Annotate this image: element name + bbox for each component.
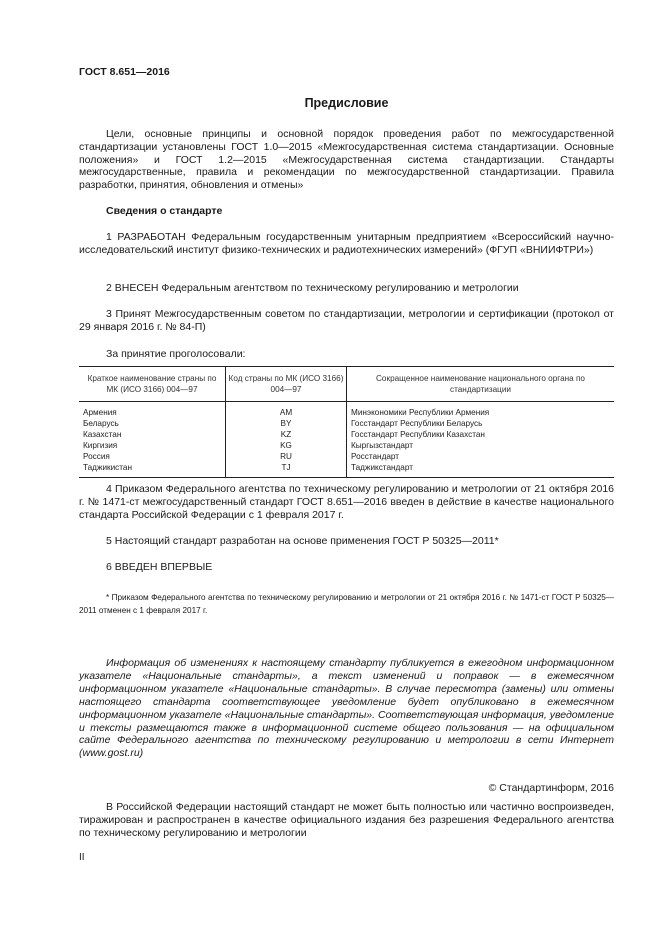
table-cell-code: KG bbox=[226, 440, 347, 451]
item-submitted: 2 ВНЕСЕН Федеральным агентством по техническому регулированию и метрологии bbox=[106, 282, 519, 294]
table-header-code: Код страны по МК (ИСО 3166) 004—97 bbox=[226, 367, 347, 402]
table-row bbox=[79, 462, 614, 478]
changes-info-notice: Информация об изменениях к настоящему стандарту публикуется в ежегодном информационном указателе «Национальные стандарты», а текст изменений и поправок — в ежемесячном информационном указателе «Национальные стандарты». В случае пересмотра (замены) или отмены настоящего стандарта соответствующее уведомление будет опубликовано в ежемесячном информационном указателе «Национальные стандарты». Соответствующая информация, уведомление и тексты размещаются также в информационной системе общего пользования — на официальном сайте Федерального агентства по техническому регулированию и метрологии в сети Интернет (www.gost.ru) bbox=[79, 657, 614, 760]
table-row bbox=[79, 429, 614, 440]
table-cell-country: Казахстан bbox=[83, 430, 122, 439]
table-row bbox=[79, 440, 614, 451]
footnote: * Приказом Федерального агентства по техническому регулированию и метрологии от 21 октября 2016 г. № 1471-ст ГОСТ Р 50325—2011 отменен с 1 февраля 2017 г. bbox=[79, 593, 614, 615]
table-header-country: Краткое наименование страны по МК (ИСО 3166) 004—97 bbox=[79, 367, 226, 402]
table-cell-country: Киргизия bbox=[83, 441, 118, 450]
table-cell-code: RU bbox=[226, 451, 347, 462]
item-basis: 5 Настоящий стандарт разработан на основе применения ГОСТ Р 50325—2011* bbox=[106, 535, 499, 547]
page-title: Предисловие bbox=[304, 96, 389, 110]
table-cell-body: Минэкономики Республики Армения bbox=[347, 402, 615, 419]
item-first-introduced: 6 ВВЕДЕН ВПЕРВЫЕ bbox=[106, 561, 213, 573]
item-enacted: 4 Приказом Федерального агентства по техническому регулированию и метрологии от 21 октября 2016 г. № 1471-ст межгосударственный стандарт ГОСТ 8.651—2016 введен в действие в качестве национального стандарта Российской Федерации с 1 февраля 2017 г. bbox=[79, 483, 614, 521]
item-developed: 1 РАЗРАБОТАН Федеральным государственным унитарным предприятием «Всероссийский научно-исследовательский институт физико-технических и радиотехнических измерений» (ФГУП «ВНИИФТРИ») bbox=[79, 231, 614, 256]
table-cell-code: AM bbox=[226, 402, 347, 419]
copyright-line: © Стандартинформ, 2016 bbox=[488, 782, 614, 794]
table-header-body: Сокращенное наименование национального органа по стандартизации bbox=[347, 367, 615, 402]
intro-paragraph: Цели, основные принципы и основной порядок проведения работ по межгосударственной стандартизации установлены ГОСТ 1.0—2015 «Межгосударственная система стандартизации. Основные положения» и ГОСТ 1.2—2015 «Межгосударственная система стандартизации. Стандарты межгосударственные, правила и рекомендации по межгосударственной стандартизации. Правила разработки, принятия, обновления и отмены» bbox=[79, 128, 614, 192]
reproduction-rights-notice: В Российской Федерации настоящий стандарт не может быть полностью или частично воспроизведен, тиражирован и распространен в качестве официального издания без разрешения Федерального агентства по техническому регулированию и метрологии bbox=[79, 801, 614, 839]
table-row bbox=[79, 402, 614, 419]
vote-label: За принятие проголосовали: bbox=[106, 348, 246, 360]
table-cell-body: Росстандарт bbox=[347, 451, 615, 462]
table-cell-body: Госстандарт Республики Казахстан bbox=[347, 429, 615, 440]
table-cell-country: Армения bbox=[83, 408, 117, 417]
table-cell-code: KZ bbox=[226, 429, 347, 440]
table-cell-body: Таджикстандарт bbox=[347, 462, 615, 478]
item-adopted: 3 Принят Межгосударственным советом по стандартизации, метрологии и сертификации (протокол от 29 января 2016 г. № 84-П) bbox=[79, 308, 614, 333]
table-cell-body: Кыргызстандарт bbox=[347, 440, 615, 451]
table-cell-country: Россия bbox=[83, 452, 110, 461]
page-number: II bbox=[79, 852, 85, 863]
voting-countries-table bbox=[79, 366, 614, 478]
standard-info-heading: Сведения о стандарте bbox=[106, 205, 223, 217]
table-row bbox=[79, 418, 614, 429]
document-code: ГОСТ 8.651—2016 bbox=[79, 66, 170, 78]
table-cell-code: BY bbox=[226, 418, 347, 429]
table-cell-country: Таджикистан bbox=[79, 462, 226, 478]
table-cell-body: Госстандарт Республики Беларусь bbox=[347, 418, 615, 429]
table-cell-country: Беларусь bbox=[83, 419, 119, 428]
table-row bbox=[79, 451, 614, 462]
table-cell-code: TJ bbox=[226, 462, 347, 478]
